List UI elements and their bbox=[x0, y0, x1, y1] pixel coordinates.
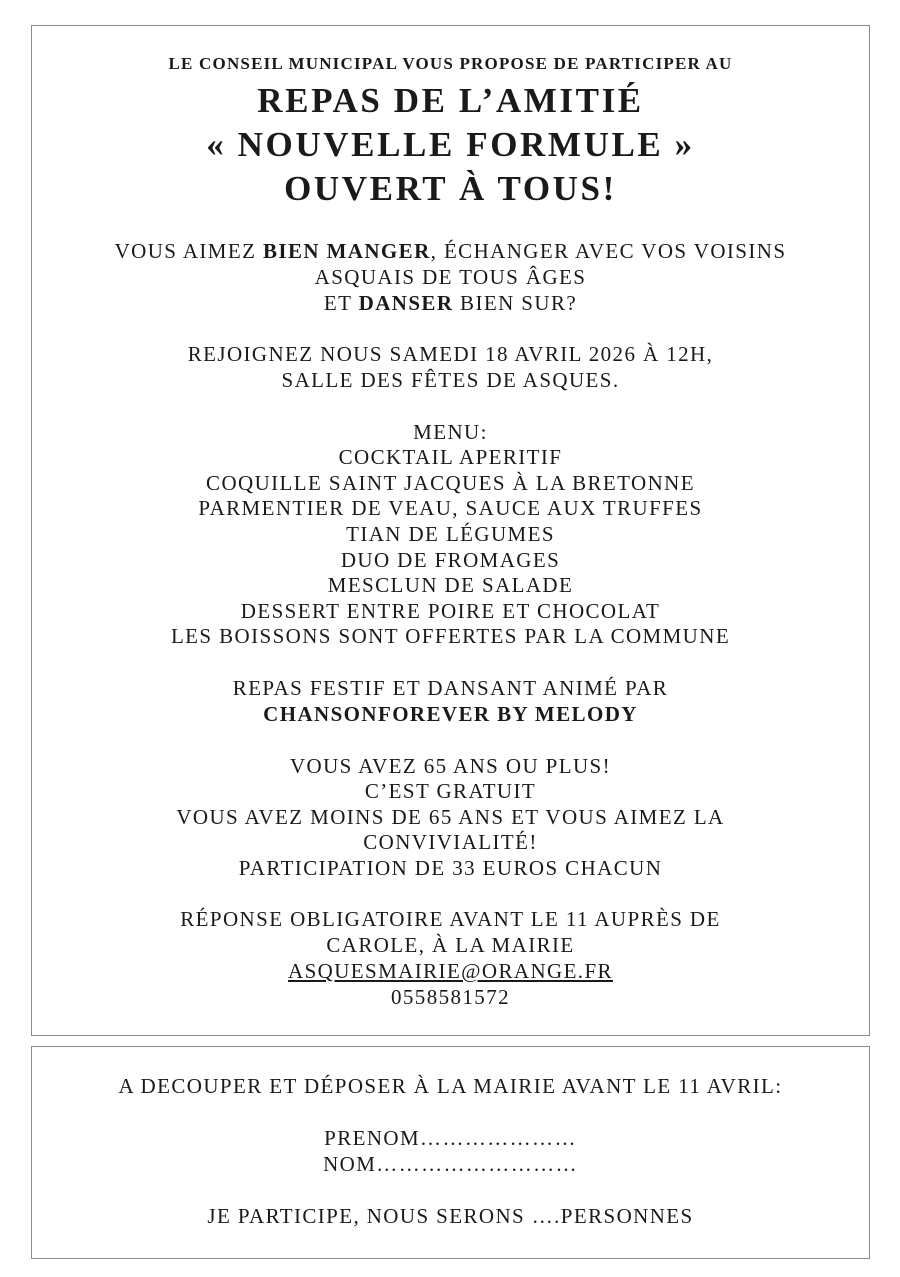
menu-item: PARMENTIER DE VEAU, SAUCE AUX TRUFFES bbox=[198, 496, 703, 520]
pricing-line-4: CONVIVIALITÉ! bbox=[363, 830, 538, 854]
rsvp-email-row bbox=[32, 959, 869, 984]
invite-text: VOUS AIMEZ bbox=[114, 239, 263, 263]
event-venue: SALLE DES FÊTES DE ASQUES. bbox=[281, 368, 620, 392]
rsvp-phone: 0558581572 bbox=[391, 985, 510, 1009]
title-line-2: « NOUVELLE FORMULE » bbox=[206, 125, 695, 164]
invite-text: BIEN SUR? bbox=[453, 291, 578, 315]
pricing-line-5: PARTICIPATION DE 33 EUROS CHACUN bbox=[238, 856, 663, 880]
invite-bold-danser: DANSER bbox=[358, 291, 454, 315]
menu-item: COQUILLE SAINT JACQUES À LA BRETONNE bbox=[206, 471, 695, 495]
pricing-line-1: VOUS AVEZ 65 ANS OU PLUS! bbox=[289, 754, 612, 778]
invite-line-3 bbox=[32, 291, 869, 316]
nom-field: NOM……………………… bbox=[323, 1152, 578, 1176]
event-date: REJOIGNEZ NOUS SAMEDI 18 AVRIL 2026 À 12H, bbox=[187, 342, 714, 366]
rsvp-email-link[interactable]: ASQUESMAIRIE@ORANGE.FR bbox=[288, 959, 613, 983]
entertainment-artist: CHANSONFOREVER BY MELODY bbox=[263, 702, 638, 726]
pricing-line-3: VOUS AVEZ MOINS DE 65 ANS ET VOUS AIMEZ LA bbox=[176, 805, 725, 829]
invite-bold-manger: BIEN MANGER bbox=[262, 239, 431, 263]
rsvp-line-1: RÉPONSE OBLIGATOIRE AVANT LE 11 AUPRÈS DE bbox=[180, 907, 721, 931]
menu-heading: MENU: bbox=[413, 420, 488, 444]
invite-line-1 bbox=[32, 239, 869, 264]
participation-line: JE PARTICIPE, NOUS SERONS ….PERSONNES bbox=[207, 1204, 694, 1228]
title-line-1: REPAS DE L’AMITIÉ bbox=[257, 81, 644, 120]
title-line-3: OUVERT À TOUS! bbox=[284, 169, 617, 208]
invite-text: , ÉCHANGER AVEC VOS VOISINS bbox=[430, 239, 787, 263]
intro-line: LE CONSEIL MUNICIPAL VOUS PROPOSE DE PARTICIPER AU bbox=[168, 54, 733, 73]
menu-item: COCKTAIL APERITIF bbox=[338, 445, 563, 469]
entertainment-line: REPAS FESTIF ET DANSANT ANIMÉ PAR bbox=[232, 676, 669, 700]
menu-item: LES BOISSONS SONT OFFERTES PAR LA COMMUNE bbox=[170, 624, 731, 648]
invite-line-2: ASQUAIS DE TOUS ÂGES bbox=[314, 265, 587, 289]
menu-item: MESCLUN DE SALADE bbox=[327, 573, 574, 597]
registration-slip bbox=[31, 1046, 870, 1259]
invitation-panel bbox=[31, 25, 870, 1036]
invite-text: ET bbox=[323, 291, 359, 315]
menu-item: DUO DE FROMAGES bbox=[340, 548, 561, 572]
pricing-line-2: C’EST GRATUIT bbox=[364, 779, 537, 803]
menu-item: DESSERT ENTRE POIRE ET CHOCOLAT bbox=[240, 599, 661, 623]
prenom-field: PRENOM………………… bbox=[324, 1126, 577, 1150]
rsvp-line-2: CAROLE, À LA MAIRIE bbox=[326, 933, 575, 957]
slip-instruction: A DECOUPER ET DÉPOSER À LA MAIRIE AVANT LE 11 AVRIL: bbox=[118, 1074, 783, 1098]
menu-item: TIAN DE LÉGUMES bbox=[346, 522, 555, 546]
